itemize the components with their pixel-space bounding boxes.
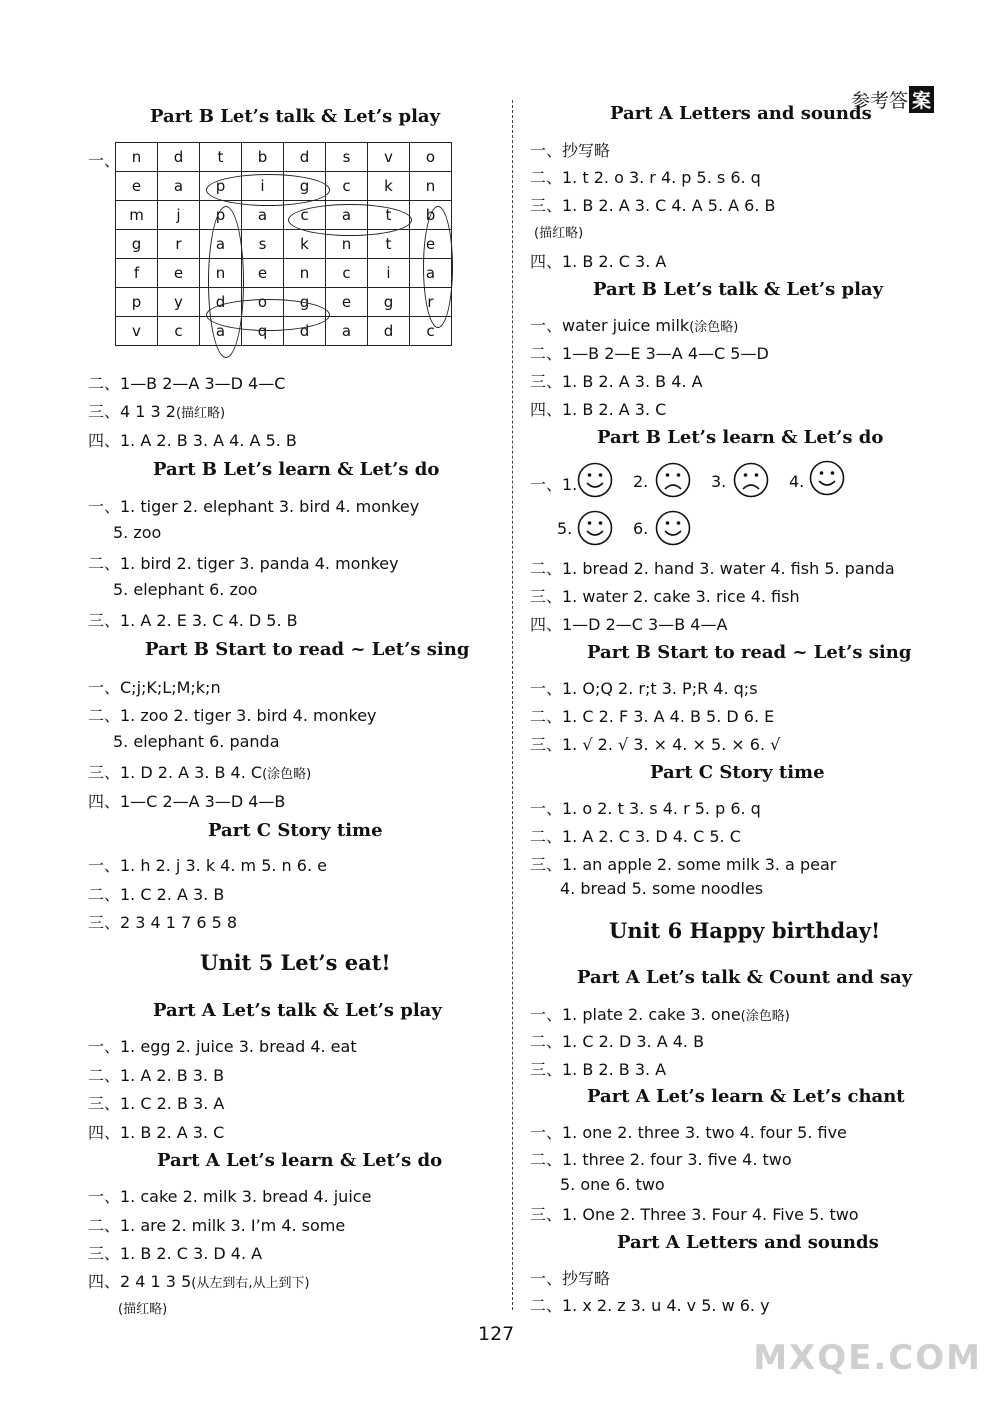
answer-line: 一、抄写略 [530,141,611,160]
answer-line: 一、1. plate 2. cake 3. one(涂色略) [530,1005,790,1024]
answer-line: 一、1. one 2. three 3. two 4. four 5. five [530,1123,847,1142]
section-heading: Part C Story time [650,762,825,783]
grid-cell: c [326,259,368,288]
grid-cell: a [326,201,368,230]
answer-line: 三、1. B 2. A 3. B 4. A [530,372,703,391]
grid-cell: p [200,172,242,201]
answer-line: 二、1—B 2—A 3—D 4—C [88,374,286,393]
grid-cell: o [242,288,284,317]
answer-line: 四、1. B 2. C 3. A [530,252,667,271]
column-divider [512,100,513,1310]
circle-pig [206,174,330,206]
grid-cell: e [326,288,368,317]
answer-line: 二、1. C 2. F 3. A 4. B 5. D 6. E [530,707,775,726]
answer-line: 二、1. three 2. four 3. five 4. two [530,1150,792,1169]
answer-line: 二、1. bird 2. tiger 3. panda 4. monkey [88,554,399,573]
grid-cell: a [326,317,368,346]
section-heading: Part A Let’s talk & Let’s play [153,1000,442,1021]
circle-cat [288,204,412,236]
section-heading: Part C Story time [208,820,383,841]
answer-line: 二、1. bread 2. hand 3. water 4. fish 5. panda [530,559,895,578]
grid-cell: a [200,317,242,346]
grid-cell: c [284,201,326,230]
section-heading: Part B Let’s learn & Let’s do [153,459,440,480]
answer-line: 三、1. A 2. E 3. C 4. D 5. B [88,611,298,630]
grid-cell: a [242,201,284,230]
answer-line: 一、1. O;Q 2. r;t 3. P;R 4. q;s [530,679,758,698]
grid-cell: g [284,172,326,201]
grid-cell: o [410,143,452,172]
answer-line: 二、1. zoo 2. tiger 3. bird 4. monkey [88,706,377,725]
grid-cell: c [410,317,452,346]
grid-cell: f [116,259,158,288]
grid-cell: s [326,143,368,172]
answer-line: 二、1. t 2. o 3. r 4. p 5. s 6. q [530,168,761,187]
answer-line: 5. one 6. two [560,1175,665,1194]
grid-cell: v [116,317,158,346]
answer-line: 三、1. water 2. cake 3. rice 4. fish [530,587,800,606]
grid-cell: p [200,201,242,230]
grid-row [116,230,452,259]
page-number: 127 [478,1323,515,1345]
grid-row [116,143,452,172]
section-heading: Part A Letters and sounds [610,103,872,124]
grid-cell: q [242,317,284,346]
answer-line: 二、1. C 2. D 3. A 4. B [530,1032,705,1051]
answer-line: 三、1. √ 2. √ 3. × 4. × 5. × 6. √ [530,735,781,754]
answer-line: 5. elephant 6. zoo [113,580,258,599]
answer-line: 三、1. B 2. B 3. A [530,1060,667,1079]
section-heading: Part A Let’s learn & Let’s chant [587,1086,905,1107]
grid-cell: r [158,230,200,259]
face-icon [655,462,691,498]
section-heading: Part B Let’s learn & Let’s do [597,427,884,448]
answer-line: 一、1. [530,475,578,494]
answer-line: 三、2 3 4 1 7 6 5 8 [88,913,238,932]
grid-cell: g [116,230,158,259]
grid-cell: v [368,143,410,172]
circle-panda [208,206,244,358]
face-label: 2. [633,472,649,491]
face-icon [733,462,769,498]
grid-cell: c [326,172,368,201]
grid-cell: a [200,230,242,259]
grid-cell: d [284,143,326,172]
section-heading: Part A Letters and sounds [617,1232,879,1253]
section-heading: Part A Let’s learn & Let’s do [157,1150,443,1171]
grid-cell: s [242,230,284,259]
face-icon [809,460,845,496]
grid-cell: n [116,143,158,172]
answer-line: 一、1. o 2. t 3. s 4. r 5. p 6. q [530,799,761,818]
grid-cell: t [368,201,410,230]
grid-cell: p [116,288,158,317]
face-icon [577,510,613,546]
grid-cell: d [200,288,242,317]
grid-row [116,259,452,288]
header-title: 参考答 [850,90,908,112]
section-heading: Part B Start to read ~ Let’s sing [587,642,912,663]
circle-bear [423,206,453,328]
answer-line: 一、1. h 2. j 3. k 4. m 5. n 6. e [88,856,327,875]
grid-cell: n [326,230,368,259]
answer-line: (描红略) [118,1302,168,1317]
answer-line: 四、1. B 2. A 3. C [530,400,667,419]
answer-line: 三、1. D 2. A 3. B 4. C(涂色略) [88,763,312,782]
answer-line: 一、C;j;K;L;M;k;n [88,678,221,697]
grid-cell: g [368,288,410,317]
section-heading: Part B Let’s talk & Let’s play [593,279,884,300]
grid-cell: d [368,317,410,346]
face-label: 5. [557,519,573,538]
answer-line: 4. bread 5. some noodles [560,879,764,898]
answer-line: 一、抄写略 [530,1269,611,1288]
grid-cell: c [158,317,200,346]
answer-line: 三、1. an apple 2. some milk 3. a pear [530,855,837,874]
answer-line: 二、1—B 2—E 3—A 4—C 5—D [530,344,769,363]
grid-cell: b [242,143,284,172]
answer-line: 5. elephant 6. panda [113,732,280,751]
answer-line: 二、1. A 2. B 3. B [88,1066,225,1085]
grid-cell: k [284,230,326,259]
section-heading: Part B Let’s talk & Let’s play [150,106,441,127]
grid-cell: d [158,143,200,172]
grid-cell: t [368,230,410,259]
grid-cell: n [200,259,242,288]
face-label: 6. [633,519,649,538]
grid-cell: k [368,172,410,201]
grid-label: 一、 [88,151,121,170]
grid-cell: n [410,172,452,201]
answer-line: 四、2 4 1 3 5(从左到右,从上到下) [88,1272,310,1291]
face-label: 4. [789,472,805,491]
face-label: 3. [711,472,727,491]
answer-line: 二、1. C 2. A 3. B [88,885,225,904]
face-icon [655,510,691,546]
grid-cell: j [158,201,200,230]
answer-line: 四、1—C 2—A 3—D 4—B [88,792,286,811]
grid-cell: t [200,143,242,172]
answer-line: 二、1. A 2. C 3. D 4. C 5. C [530,827,741,846]
answer-line: 四、1—D 2—C 3—B 4—A [530,615,728,634]
watermark: MXQE.COM [753,1338,982,1378]
grid-cell: e [242,259,284,288]
grid-cell: g [284,288,326,317]
answer-line: 二、1. x 2. z 3. u 4. v 5. w 6. y [530,1296,770,1315]
face-icon [577,462,613,498]
grid-cell: e [116,172,158,201]
section-heading: Part B Start to read ~ Let’s sing [145,639,470,660]
grid-cell: y [158,288,200,317]
answer-line: 四、1. B 2. A 3. C [88,1123,225,1142]
grid-cell: a [158,172,200,201]
answer-line: (描红略) [534,226,584,241]
answer-line: 四、1. A 2. B 3. A 4. A 5. B [88,431,297,450]
circle-dog [206,299,330,331]
answer-line: 三、1. B 2. A 3. C 4. A 5. A 6. B [530,196,776,215]
grid-cell: b [410,201,452,230]
answer-line: 一、1. egg 2. juice 3. bread 4. eat [88,1037,357,1056]
answer-line: 三、1. B 2. C 3. D 4. A [88,1244,263,1263]
answer-line: 一、1. tiger 2. elephant 3. bird 4. monkey [88,497,420,516]
grid-cell: m [116,201,158,230]
answer-line: 一、1. cake 2. milk 3. bread 4. juice [88,1187,372,1206]
section-heading: Part A Let’s talk & Count and say [577,967,913,988]
answer-line: 三、1. One 2. Three 3. Four 4. Five 5. two [530,1205,859,1224]
unit-title: Unit 6 Happy birthday! [609,918,881,943]
grid-cell: n [284,259,326,288]
answer-line: 二、1. are 2. milk 3. I’m 4. some [88,1216,346,1235]
grid-cell: d [284,317,326,346]
grid-cell: e [158,259,200,288]
answer-line: 一、water juice milk(涂色略) [530,316,739,335]
header-title-box: 案 [909,86,934,113]
grid-cell: r [410,288,452,317]
answer-line: 三、1. C 2. B 3. A [88,1094,225,1113]
answer-line: 5. zoo [113,523,162,542]
unit-title: Unit 5 Let’s eat! [200,950,391,975]
grid-cell: i [368,259,410,288]
answer-line: 三、4 1 3 2(描红略) [88,402,226,421]
grid-cell: e [410,230,452,259]
grid-cell: i [242,172,284,201]
grid-cell: a [410,259,452,288]
